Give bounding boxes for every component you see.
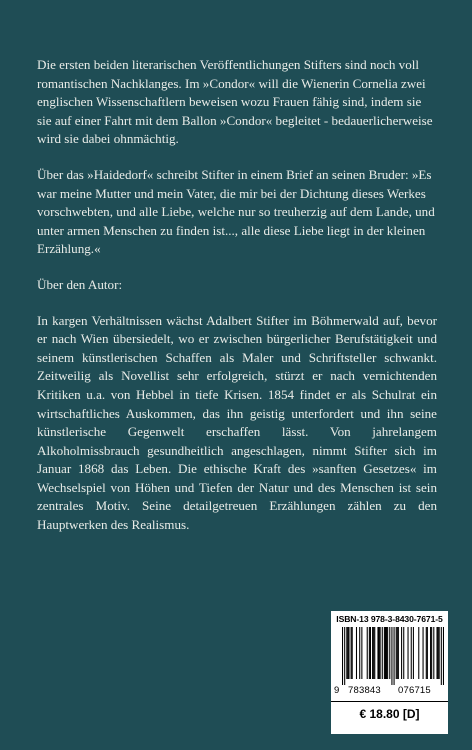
barcode-bar xyxy=(372,627,373,679)
barcode-bar xyxy=(377,627,378,679)
barcode-bar xyxy=(413,627,414,679)
barcode-bar xyxy=(411,627,412,679)
barcode-bar xyxy=(398,627,399,679)
barcode-digits-left: 783843 xyxy=(348,685,381,696)
blurb-text xyxy=(37,56,437,552)
barcode-bar xyxy=(396,627,397,679)
barcode-bar xyxy=(426,627,427,679)
barcode-bar xyxy=(386,627,387,679)
barcode-bar xyxy=(342,627,343,685)
barcode-bar xyxy=(380,627,381,679)
barcode-bar xyxy=(427,627,428,679)
author-heading: Über den Autor: xyxy=(37,276,123,292)
barcode-digits-right: 076715 xyxy=(398,685,431,696)
barcode-bar xyxy=(389,627,390,679)
barcode-bar xyxy=(382,627,383,679)
barcode-bar xyxy=(387,627,388,679)
barcode-bar xyxy=(369,627,370,679)
barcode-bar xyxy=(418,627,419,679)
barcode-bar xyxy=(438,627,439,679)
barcode-bar xyxy=(370,627,371,679)
price-label: € 18.80 [D] xyxy=(359,707,420,721)
barcode-bar xyxy=(351,627,352,679)
barcode-bar xyxy=(391,627,392,685)
barcode-bar xyxy=(347,627,348,679)
barcode-bar xyxy=(403,627,404,679)
barcode-bar xyxy=(397,627,398,679)
barcode-bar xyxy=(385,627,386,679)
barcode-bar xyxy=(384,627,385,679)
author-bio: In kargen Verhältnissen wächst Adalbert Stifter im Böhmerwald auf, bevor er nach Wien übersiedelt, wo er zwischen bürgerlicher Berufstätigkeit und seinem künstlerischen Schaffen als Maler und Schriftsteller schwankt. Zeitweilig als Novellist sehr erfolgreich, stürzt er nach vernichtenden Kritiken u.a. von Hebbel in tiefe Krisen. 1854 findet er als Schulrat ein wirtschaftliches Auskommen, das ihn geistig unterfordert und ihn seine künstlerische Gegenwelt erschaffen lässt. Von jahrelangem Alkoholmissbrauch gesundheitlich angeschlagen, nimmt Stifter sich im Januar 1868 das Leben. Die ethische Kraft des »sanften Gesetzes« im Wechselspiel von Höhen und Tiefen der Natur und des Menschen ist sein zentrales Motiv. Seine detailgetreuen Erzählungen zählen zu den Hauptwerken des Realismus. xyxy=(37,312,437,533)
barcode-divider xyxy=(331,701,448,702)
barcode-bar xyxy=(443,627,444,685)
barcode-bar xyxy=(407,627,408,679)
barcode-bar xyxy=(430,627,431,679)
barcode-bar xyxy=(379,627,380,679)
barcode-bars xyxy=(342,627,444,685)
barcode-bar xyxy=(367,627,368,679)
barcode-bar xyxy=(344,627,345,685)
isbn-number: ISBN-13 978-3-8430-7671-5 xyxy=(336,614,443,624)
barcode-bar xyxy=(423,627,424,679)
isbn-barcode-label xyxy=(331,611,448,734)
barcode-bar xyxy=(361,627,362,679)
blurb-paragraph-1: Die ersten beiden literarischen Veröffentlichungen Stifters sind noch voll romantischen Nachklanges. Im »Condor« will die Wienerin Cornelia zwei englischen Wissenschaftlern beweisen wozu Frauen fähig sind, indem sie sie auf einer Fahrt mit dem Ballon »Condor« begleitet - bedauerlicherweise wird sie dabei ohnmächtig. xyxy=(37,57,433,147)
barcode-bar xyxy=(373,627,374,679)
barcode-bar xyxy=(346,627,347,679)
barcode-bar xyxy=(352,627,353,679)
barcode-bar xyxy=(433,627,434,679)
barcode-bar xyxy=(401,627,402,679)
barcode-bar xyxy=(374,627,375,679)
barcode-digit-lead: 9 xyxy=(334,685,340,696)
barcode-bar xyxy=(348,627,349,679)
barcode-bar xyxy=(356,627,357,679)
barcode-bar xyxy=(439,627,440,679)
barcode-bar xyxy=(359,627,360,679)
barcode-bar xyxy=(441,627,442,685)
blurb-paragraph-2: Über das »Haidedorf« schreibt Stifter in einem Brief an seinen Bruder: »Es war meine Mutter und mein Vater, die mir bei der Dichtung dieses Werkes vorschwebten, und alle Liebe, welche nur so treuherzig auf dem Lande, und unter armen Menschen zu finden ist..., alle diese Liebe liegt in der kleinen Erzählung.« xyxy=(37,166,435,257)
barcode-bar xyxy=(436,627,437,679)
barcode-bar xyxy=(394,627,395,685)
barcode-bar xyxy=(431,627,432,679)
